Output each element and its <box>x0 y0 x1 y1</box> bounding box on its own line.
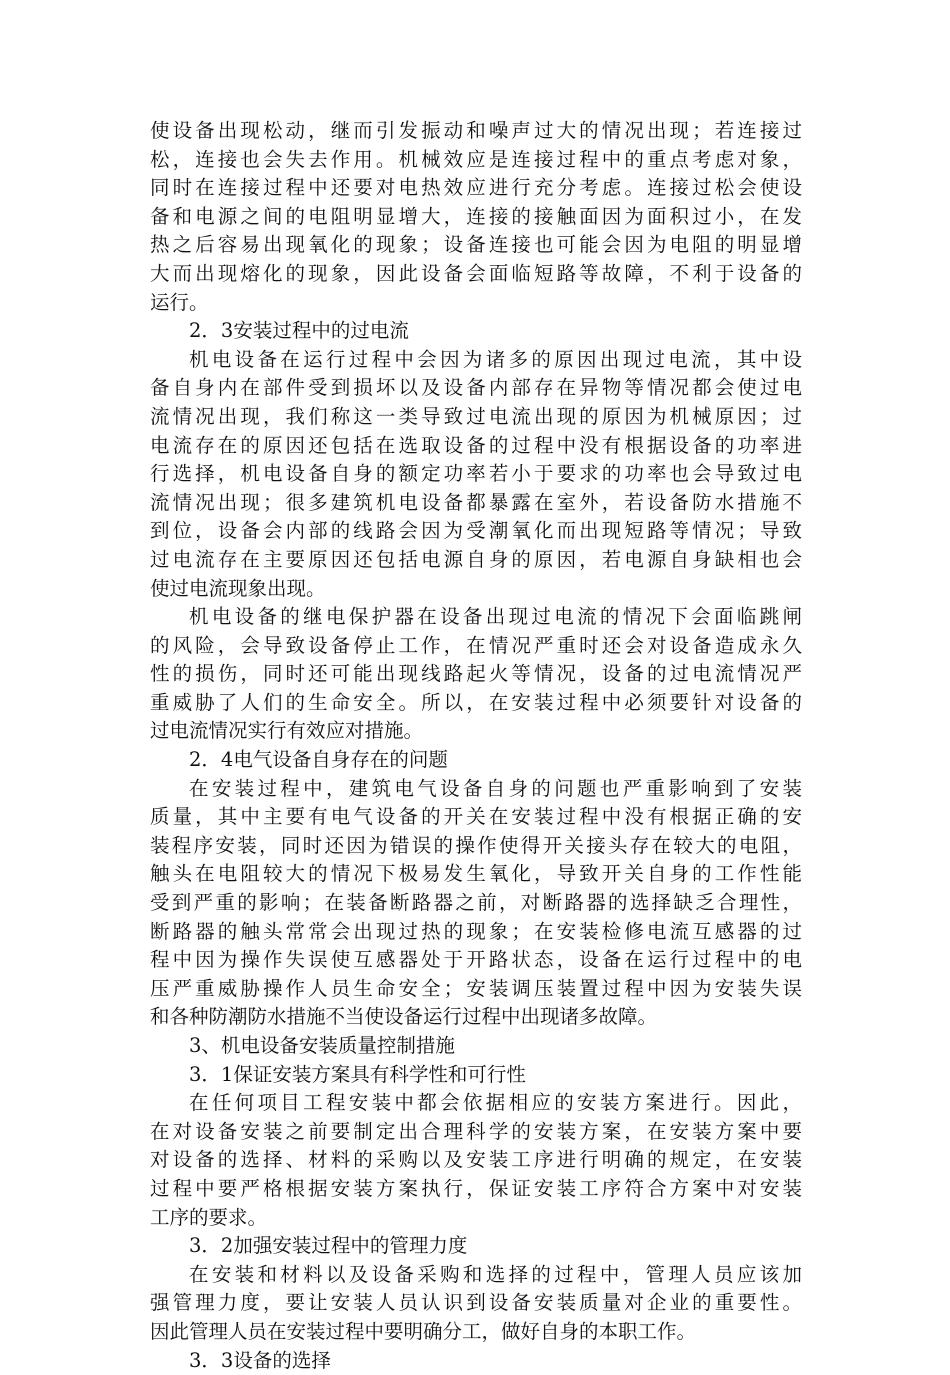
text-line: 流情况出现，我们称这一类导致过电流出现的原因为机械原因；过 <box>150 404 802 428</box>
document-body <box>150 117 802 1375</box>
text-line: 过程中要严格根据安装方案执行，保证安装工序符合方案中对安装 <box>150 1176 802 1200</box>
text-line: 3．3设备的选择 <box>189 1348 331 1372</box>
text-line: 使过电流现象出现。 <box>150 576 326 600</box>
text-line: 热之后容易出现氧化的现象；设备连接也可能会因为电阻的明显增 <box>150 233 802 257</box>
text-line: 运行。 <box>150 290 209 314</box>
text-line: 断路器的触头常常会出现过热的现象；在安装检修电流互感器的过 <box>150 919 802 943</box>
text-line: 机电设备的继电保护器在设备出现过电流的情况下会面临跳闸 <box>189 605 802 629</box>
text-line: 机电设备在运行过程中会因为诸多的原因出现过电流，其中设 <box>189 347 802 371</box>
text-line: 到位，设备会内部的线路会因为受潮氧化而出现短路等情况；导致 <box>150 519 802 543</box>
text-line: 在安装和材料以及设备采购和选择的过程中，管理人员应该加 <box>189 1262 802 1286</box>
text-line: 受到严重的影响；在装备断路器之前，对断路器的选择缺乏合理性， <box>150 891 802 915</box>
text-line: 同时在连接过程中还要对电热效应进行充分考虑。连接过松会使设 <box>150 176 802 200</box>
text-line: 性的损伤，同时还可能出现线路起火等情况，设备的过电流情况严 <box>150 662 802 686</box>
text-line: 过电流存在主要原因还包括电源自身的原因，若电源自身缺相也会 <box>150 547 802 571</box>
text-line: 备自身内在部件受到损坏以及设备内部存在异物等情况都会使过电 <box>150 376 802 400</box>
text-line: 触头在电阻较大的情况下极易发生氧化，导致开关自身的工作性能 <box>150 862 802 886</box>
text-line: 在对设备安装之前要制定出合理科学的安装方案，在安装方案中要 <box>150 1119 802 1143</box>
text-line: 2．3安装过程中的过电流 <box>189 319 409 343</box>
text-line: 压严重威胁操作人员生命安全；安装调压装置过程中因为安装失误 <box>150 976 802 1000</box>
text-line: 过电流情况实行有效应对措施。 <box>150 719 424 743</box>
text-line: 3、机电设备安装质量控制措施 <box>189 1034 455 1057</box>
text-line: 2．4电气设备自身存在的问题 <box>189 748 448 772</box>
text-line: 在任何项目工程安装中都会依据相应的安装方案进行。因此， <box>189 1091 802 1115</box>
text-line: 装程序安装，同时还因为错误的操作使得开关接头存在较大的电阻， <box>150 833 802 857</box>
text-line: 程中因为操作失误使互感器处于开路状态，设备在运行过程中的电 <box>150 948 802 972</box>
text-line: 强管理力度，要让安装人员认识到设备安装质量对企业的重要性。 <box>150 1291 802 1315</box>
text-line: 3．2加强安装过程中的管理力度 <box>189 1234 468 1258</box>
text-line: 对设备的选择、材料的采购以及安装工序进行明确的规定，在安装 <box>150 1148 802 1172</box>
text-line: 备和电源之间的电阻明显增大，连接的接触面因为面积过小，在发 <box>150 204 802 228</box>
text-line: 和各种防潮防水措施不当使设备运行过程中出现诸多故障。 <box>150 1005 658 1029</box>
text-line: 在安装过程中，建筑电气设备自身的问题也严重影响到了安装 <box>189 776 802 800</box>
text-line: 工序的要求。 <box>150 1205 268 1229</box>
text-line: 大而出现熔化的现象，因此设备会面临短路等故障，不利于设备的 <box>150 261 802 285</box>
text-line: 行选择，机电设备自身的额定功率若小于要求的功率也会导致过电 <box>150 462 802 486</box>
text-line: 松，连接也会失去作用。机械效应是连接过程中的重点考虑对象， <box>150 147 802 171</box>
text-line: 质量，其中主要有电气设备的开关在安装过程中没有根据正确的安 <box>150 805 802 829</box>
text-line: 流情况出现；很多建筑机电设备都暴露在室外，若设备防水措施不 <box>150 490 802 514</box>
text-line: 电流存在的原因还包括在选取设备的过程中没有根据设备的功率进 <box>150 433 802 457</box>
text-line: 因此管理人员在安装过程中要明确分工，做好自身的本职工作。 <box>150 1319 697 1343</box>
text-line: 3．1保证安装方案具有科学性和可行性 <box>189 1062 526 1086</box>
text-line: 使设备出现松动，继而引发振动和噪声过大的情况出现；若连接过 <box>150 119 802 142</box>
text-line: 的风险，会导致设备停止工作，在情况严重时还会对设备造成永久 <box>150 633 802 657</box>
text-line: 重威胁了人们的生命安全。所以，在安装过程中必须要针对设备的 <box>150 690 802 714</box>
